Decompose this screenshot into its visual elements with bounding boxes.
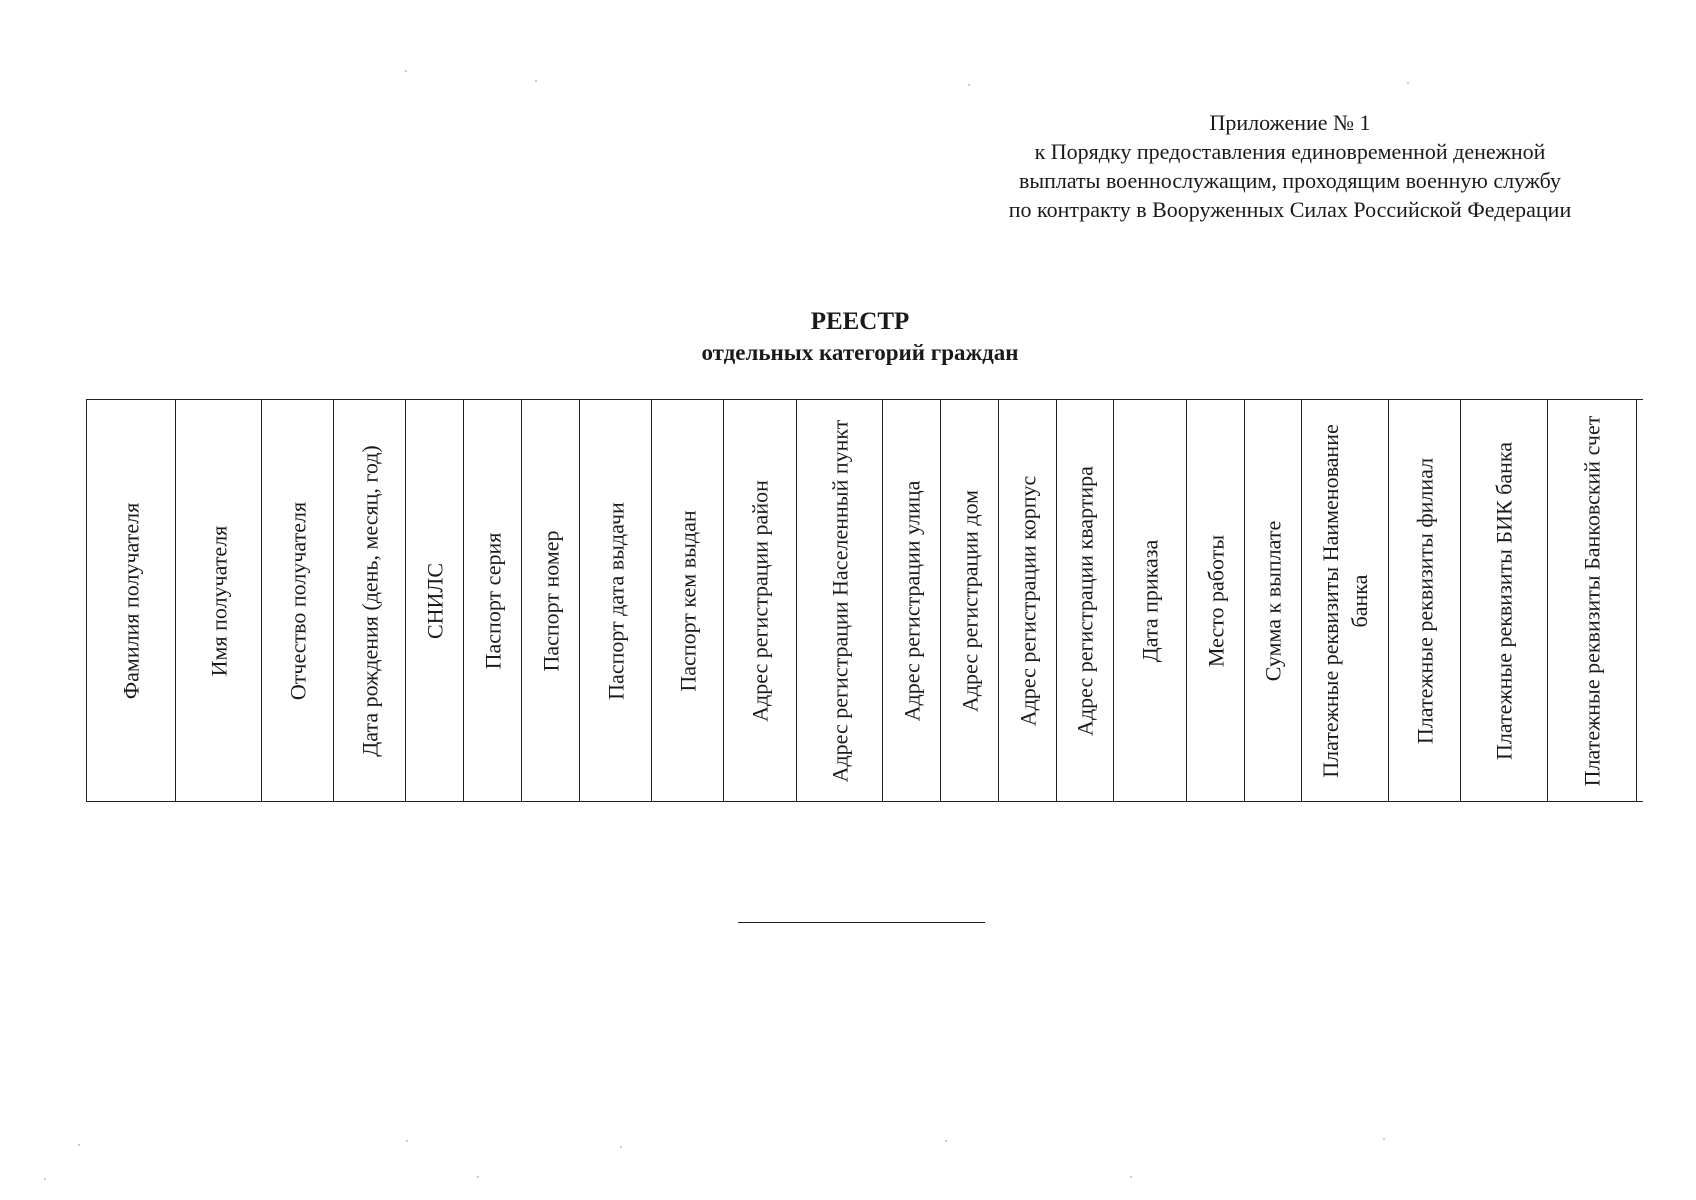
column-header-label: Дата рождения (день, месяц, год) <box>357 444 382 757</box>
column-header-label: Адрес регистрации квартира <box>1072 465 1098 736</box>
column-header <box>1245 400 1302 801</box>
column-header-label: Адрес регистрации район <box>747 479 773 722</box>
register-title-block <box>560 306 1160 368</box>
column-header <box>1389 400 1461 801</box>
column-header-label: Отчество получателя <box>285 501 310 700</box>
column-header-label: Фамилия получателя <box>118 502 144 699</box>
appendix-line: Приложение № 1 <box>1209 110 1371 135</box>
column-header <box>1114 400 1187 801</box>
column-header-label: Платежные реквизиты Банковский счет <box>1579 415 1605 786</box>
column-header <box>724 400 797 801</box>
column-header <box>941 400 999 801</box>
scan-speck <box>968 84 970 86</box>
column-header <box>797 400 883 801</box>
column-header <box>1548 400 1637 801</box>
column-header-label: Платежные реквизиты филиал <box>1412 457 1437 744</box>
column-header-label: Дата приказа <box>1137 539 1163 662</box>
column-header <box>176 400 262 801</box>
column-header <box>334 400 406 801</box>
scan-speck <box>406 1140 408 1142</box>
column-header <box>522 400 580 801</box>
column-header-label: Паспорт кем выдан <box>675 509 700 692</box>
column-header-label: Имя получателя <box>206 525 231 676</box>
column-header <box>262 400 334 801</box>
column-header-label: Адрес регистрации дом <box>957 489 982 712</box>
column-header <box>87 400 176 801</box>
appendix-line: по контракту в Вооруженных Силах Российской Федерации <box>1008 197 1572 222</box>
column-header-label: Адрес регистрации корпус <box>1015 475 1040 726</box>
column-header-label: Адрес регистрации Населенный пункт <box>827 419 852 782</box>
scan-speck <box>1383 1138 1385 1140</box>
scan-speck <box>945 1140 947 1142</box>
column-header-label: Сумма к выплате <box>1260 520 1286 681</box>
column-header <box>1302 400 1389 801</box>
scan-speck <box>477 1176 479 1178</box>
column-header <box>464 400 522 801</box>
column-header-label: Платежные реквизиты Наименование банка <box>1318 423 1372 778</box>
register-table <box>86 399 1643 802</box>
column-header-label: Платежные реквизиты БИК банка <box>1491 441 1517 760</box>
column-header <box>652 400 724 801</box>
column-header <box>406 400 464 801</box>
column-header <box>1057 400 1114 801</box>
end-separator-line <box>738 922 985 923</box>
register-title: РЕЕСТР <box>810 308 910 335</box>
column-header-label: Адрес регистрации улица <box>899 480 924 721</box>
column-header-label: Паспорт дата выдачи <box>603 501 628 700</box>
column-header <box>883 400 941 801</box>
column-header-label: Паспорт серия <box>480 532 505 669</box>
column-header <box>1187 400 1245 801</box>
appendix-header <box>900 108 1680 224</box>
column-header-label: СНИЛС <box>422 562 447 639</box>
scan-speck <box>535 80 537 82</box>
column-header <box>1461 400 1548 801</box>
scan-speck <box>44 1178 46 1180</box>
scan-speck <box>1407 82 1409 84</box>
scan-speck <box>620 1146 622 1148</box>
scan-speck <box>78 1144 80 1146</box>
appendix-line: выплаты военнослужащим, проходящим военную службу <box>1018 168 1562 193</box>
column-header-label: Место работы <box>1203 534 1228 667</box>
scan-speck <box>1130 1176 1132 1178</box>
column-header <box>999 400 1057 801</box>
scan-speck <box>405 70 407 72</box>
column-header <box>580 400 652 801</box>
appendix-line: к Порядку предоставления единовременной денежной <box>1034 139 1546 164</box>
column-header-label: Паспорт номер <box>538 529 563 672</box>
register-subtitle: отдельных категорий граждан <box>701 340 1019 365</box>
